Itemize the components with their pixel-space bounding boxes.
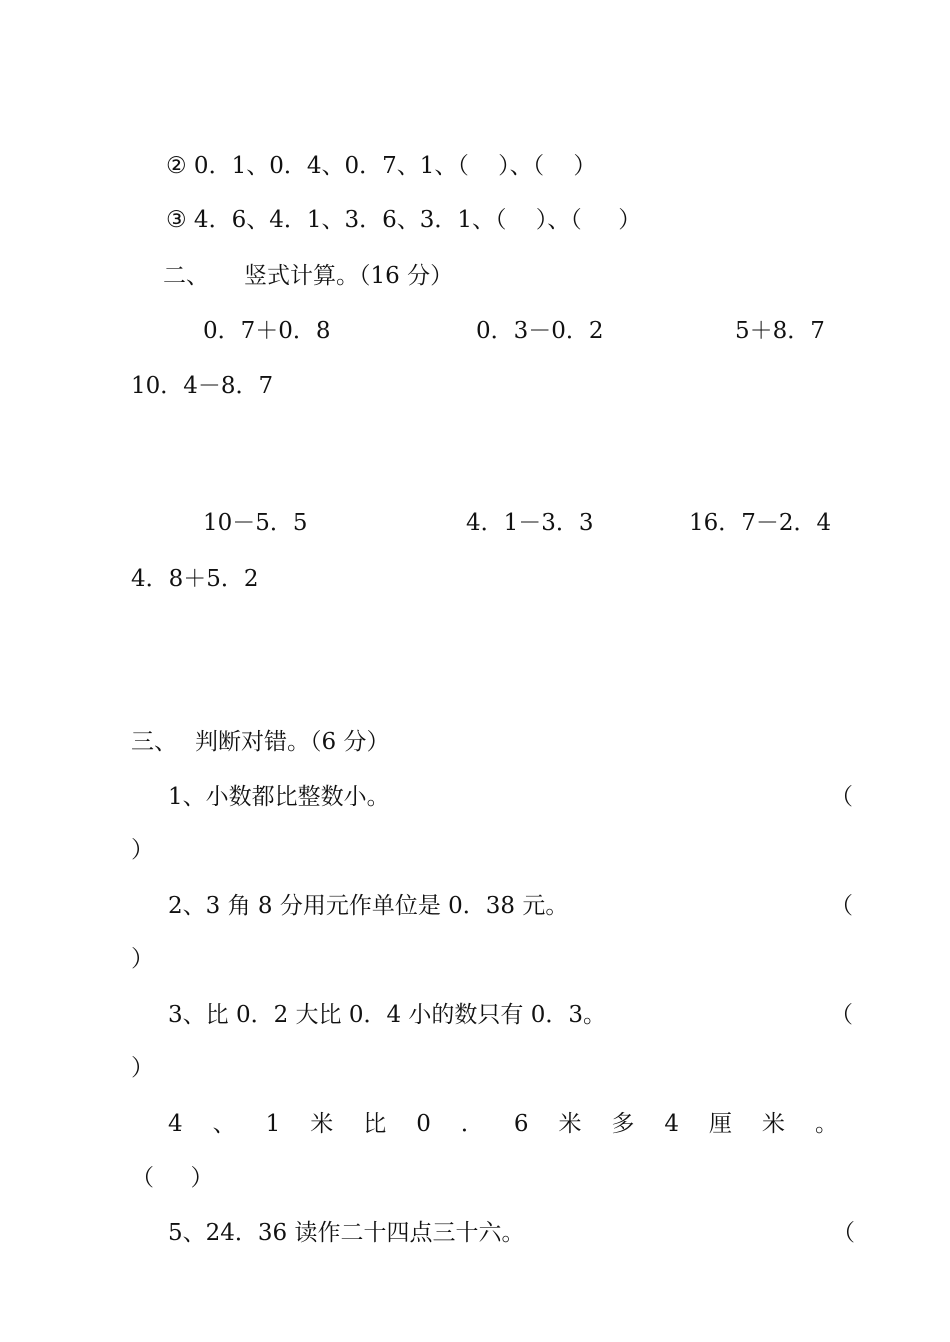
- calc-problem: 16．7－2．4: [689, 510, 832, 536]
- item-token: 6: [513, 1111, 529, 1137]
- judgment-item-justified: [168, 1110, 838, 1138]
- answer-paren-close: ）: [131, 837, 154, 863]
- answer-paren-open: （: [830, 784, 853, 810]
- judgment-item: 5、24．36 读作二十四点三十六。: [168, 1220, 525, 1246]
- section-heading: 竖式计算。（16 分）: [244, 263, 454, 289]
- answer-paren-pair: （ ）: [131, 1165, 214, 1191]
- sequence-item-2: ② 0．1、0．4、0．7、1、（ ）、（ ）: [166, 153, 597, 179]
- judgment-item: 2、3 角 8 分用元作单位是 0．38 元。: [168, 893, 569, 919]
- item-token: 米: [310, 1111, 334, 1137]
- item-token: 米: [558, 1111, 582, 1137]
- item-token: 厘: [709, 1111, 733, 1137]
- item-token: 、: [212, 1111, 236, 1137]
- calc-problem: 4．1－3．3: [466, 510, 594, 536]
- answer-paren-open: （: [832, 1220, 855, 1246]
- section-number: 三、: [131, 729, 177, 755]
- item-token: 。: [815, 1111, 838, 1137]
- item-token: 4: [664, 1111, 680, 1137]
- section-heading: 判断对错。（6 分）: [195, 729, 390, 755]
- item-token: 比: [363, 1111, 387, 1137]
- judgment-item: 3、比 0．2 大比 0．4 小的数只有 0．3。: [168, 1002, 606, 1028]
- item-token: 米: [762, 1111, 786, 1137]
- item-token: 1: [265, 1111, 281, 1137]
- answer-paren-close: ）: [131, 946, 154, 972]
- calc-problem: 4．8＋5．2: [131, 566, 259, 592]
- item-token: 0: [416, 1111, 431, 1137]
- answer-paren-open: （: [830, 893, 853, 919]
- answer-paren-open: （: [830, 1002, 853, 1028]
- calc-problem: 5＋8．7: [735, 318, 825, 344]
- item-token: 多: [611, 1111, 635, 1137]
- item-token: 4: [168, 1111, 183, 1137]
- calc-problem: 0．3－0．2: [476, 318, 604, 344]
- section-number: 二、: [163, 263, 209, 289]
- judgment-item: 1、小数都比整数小。: [168, 784, 390, 810]
- calc-problem: 10．4－8．7: [131, 373, 274, 399]
- item-token: ．: [460, 1111, 484, 1137]
- calc-problem: 0．7＋0．8: [203, 318, 331, 344]
- answer-paren-close: ）: [131, 1055, 154, 1081]
- sequence-item-3: ③ 4．6、4．1、3．6、3．1、（ ）、（ ）: [166, 207, 642, 233]
- calc-problem: 10－5．5: [203, 510, 308, 536]
